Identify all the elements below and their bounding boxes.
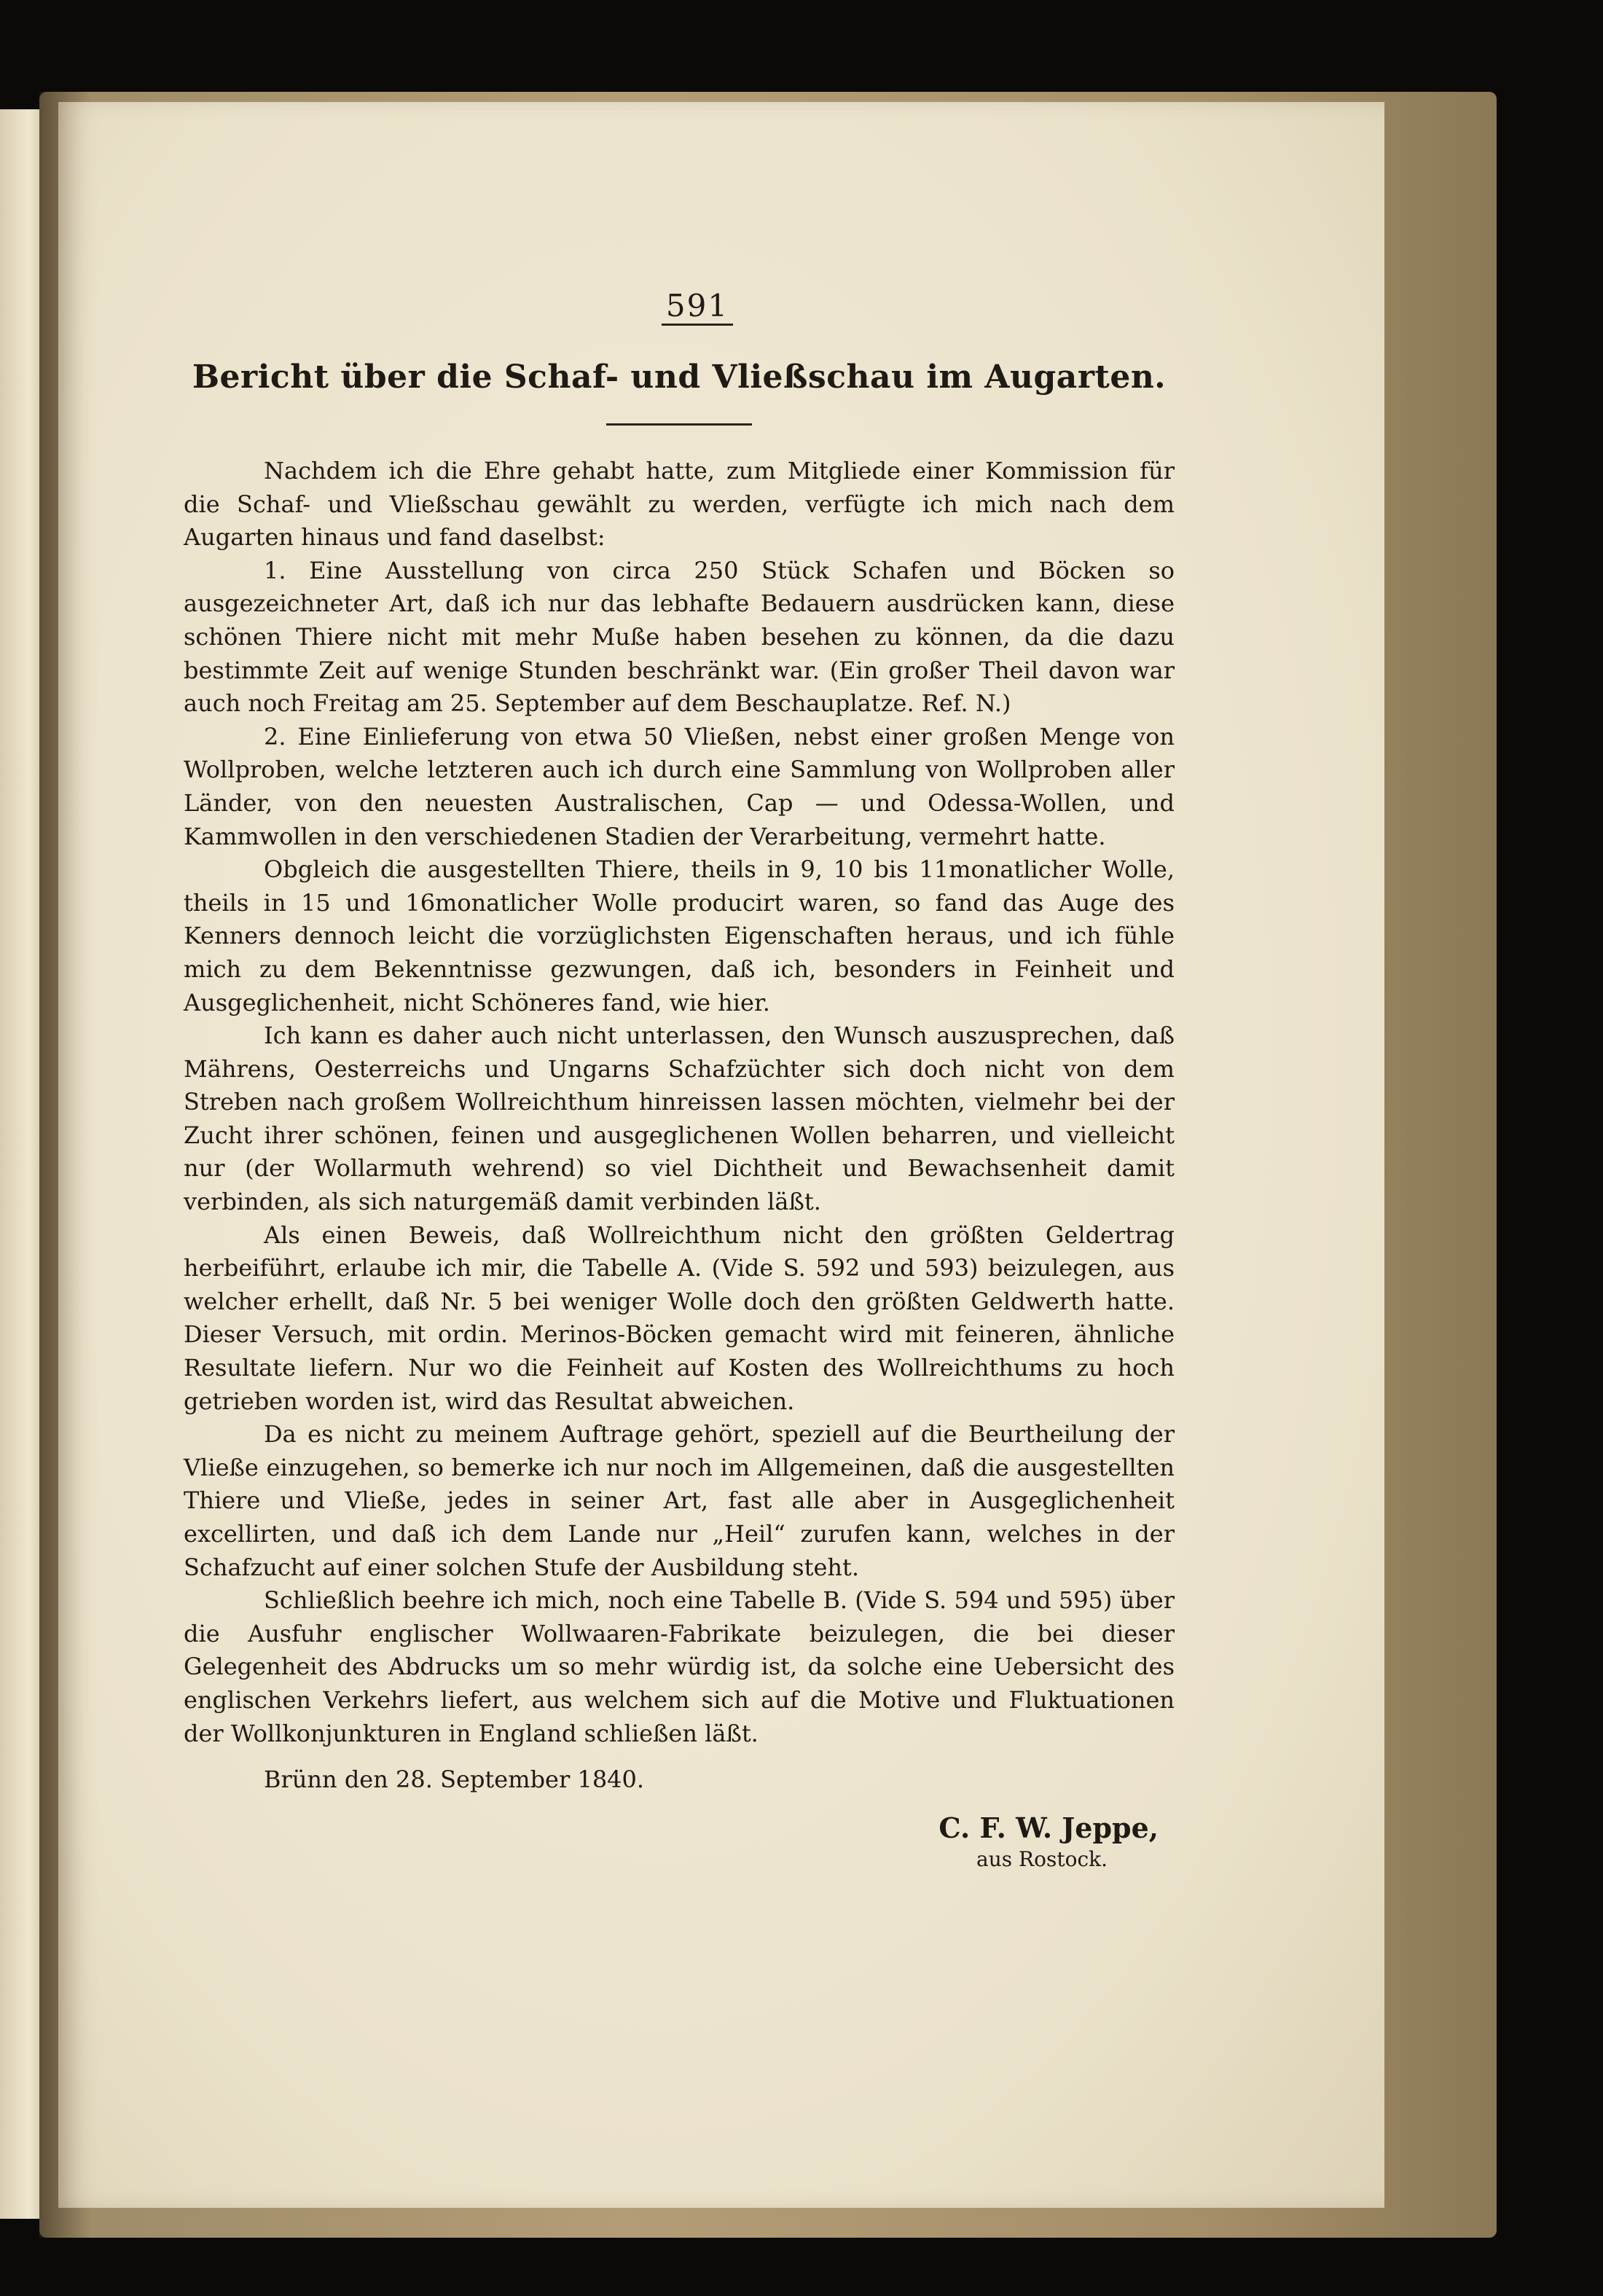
page-number-text: 591: [662, 288, 733, 326]
dateline: Brünn den 28. September 1840.: [264, 1766, 645, 1794]
paragraph-proof: Als einen Beweis, daß Wollreichthum nicht den größten Geldertrag herbeiführt, erlaube ich mir, die Tabelle A. (Vide S. 592 und 593) beizulegen, aus welcher erhellt, daß Nr. 5 bei weniger Wolle doch den größten Geldwerth hatte. Dieser Versuch, mit ordin. Merinos-Böcken gemacht wird mit feineren, ähnliche Resultate liefern. Nur wo die Feinheit auf Kosten des Wollreichthums zu hoch getrieben worden ist, wird das Resultat abweichen.: [184, 1221, 1175, 1415]
signature-origin: aus Rostock.: [976, 1846, 1108, 1871]
paragraph-wish: Ich kann es daher auch nicht unterlassen, den Wunsch auszusprechen, daß Mährens, Oesterreichs und Ungarns Schafzüchter sich doch nicht von dem Streben nach großem Wollreichthum hinreissen lassen möchten, vielmehr bei der Zucht ihrer schönen, feinen und ausgeglichenen Wollen beharren, und vielleicht nur (der Wollarmuth wehrend) so viel Dichtheit und Bewachsenheit damit verbinden, als sich naturgemäß damit verbinden läßt.: [184, 1022, 1175, 1216]
signature: C. F. W. Jeppe,: [938, 1811, 1159, 1844]
paragraph-closing: Schließlich beehre ich mich, noch eine Tabelle B. (Vide S. 594 und 595) über die Ausfuhr englischer Wollwaaren-Fabrikate beizulegen, die bei dieser Gelegenheit des Abdrucks um so mehr würdig ist, da solche eine Uebersicht des englischen Verkehrs liefert, aus welchem sich auf die Motive und Fluktuationen der Wollkonjunkturen in England schließen läßt.: [184, 1586, 1175, 1747]
page-number: [220, 288, 1175, 324]
paragraph-item-2: 2. Eine Einlieferung von etwa 50 Vließen, nebst einer großen Menge von Wollproben, welche letzteren auch ich durch eine Sammlung von Wollproben aller Länder, von den neuesten Australischen, Cap — und Odessa-Wollen, und Kammwollen in den verschiedenen Stadien der Verarbeitung, vermehrt hatte.: [184, 722, 1175, 850]
paragraph-intro: Nachdem ich die Ehre gehabt hatte, zum Mitgliede einer Kommission für die Schaf- und Vließschau gewählt zu werden, verfügte ich mich nach dem Augarten hinaus und fand daselbst:: [184, 457, 1175, 552]
paragraph-observation: Obgleich die ausgestellten Thiere, theils in 9, 10 bis 11monatlicher Wolle, theils in 15 und 16monatlicher Wolle producirt waren, so fand das Auge des Kenners dennoch leicht die vorzüglichsten Eigenschaften heraus, und ich fühle mich zu dem Bekenntnisse gezwungen, daß ich, besonders in Feinheit und Ausgeglichenheit, nicht Schöneres fand, wie hier.: [184, 855, 1175, 1016]
page-content: [184, 288, 1175, 1871]
article-heading: Bericht über die Schaf- und Vließschau im Augarten.: [192, 358, 1167, 396]
heading-rule: [606, 423, 752, 426]
paragraph-general: Da es nicht zu meinem Auftrage gehört, speziell auf die Beurtheilung der Vließe einzugehen, so bemerke ich nur noch im Allgemeinen, daß die ausgestellten Thiere und Vließe, jedes in seiner Art, fast alle aber in Ausgeglichenheit excellirten, und daß ich dem Lande nur „Heil“ zurufen kann, welches in der Schafzucht auf einer solchen Stufe der Ausbildung steht.: [184, 1420, 1175, 1581]
article-body: [184, 455, 1175, 1750]
paragraph-item-1: 1. Eine Ausstellung von circa 250 Stück Schafen und Böcken so ausgezeichneter Art, daß ich nur das lebhafte Bedauern ausdrücken kann, diese schönen Thiere nicht mit mehr Muße haben besehen zu können, da die dazu bestimmte Zeit auf wenige Stunden beschränkt war. (Ein großer Theil davon war auch noch Freitag am 25. September auf dem Beschauplatze. Ref. N.): [184, 556, 1175, 718]
